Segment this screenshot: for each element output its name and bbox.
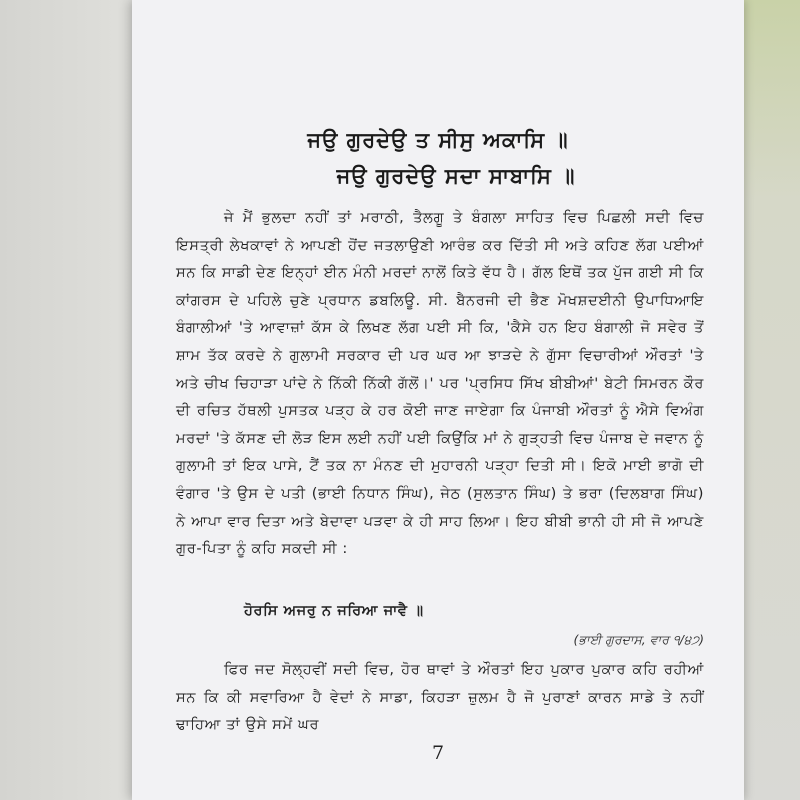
background-right bbox=[740, 0, 800, 800]
citation: (ਭਾਈ ਗੁਰਦਾਸ, ਵਾਰ ੧/੪੭) bbox=[573, 632, 704, 647]
page-number: 7 bbox=[431, 742, 445, 764]
paragraph-2: ਫਿਰ ਜਦ ਸੋਲ੍ਹਵੀਂ ਸਦੀ ਵਿਚ, ਹੋਰ ਥਾਵਾਂ ਤੇ ਔਰਤਾਂ ਇਹ ਪੁਕਾਰ ਪੁਕਾਰ ਕਹਿ ਰਹੀਆਂ ਸਨ ਕਿ ਕੀ ਸਵਾਰਿਆ ਹੈ ਵੇਦਾਂ ਨੇ ਸਾਡਾ, ਕਿਹੜਾ ਜ਼ੁਲਮ ਹੈ ਜੋ ਪੁਰਾਣਾਂ ਕਾਰਨ ਸਾਡੇ ਤੇ ਨਹੀਂ ਢਾਹਿਆ ਤਾਂ ਉਸੇ ਸਮੇਂ ਘਰ bbox=[176, 661, 704, 734]
verse-line-1: ਜਉ ਗੁਰਦੇਉ ਤ ਸੀਸੁ ਅਕਾਸਿ ॥ bbox=[307, 128, 569, 152]
background-left bbox=[0, 0, 140, 800]
verse-line-2: ਜਉ ਗੁਰਦੇਉ ਸਦਾ ਸਾਬਾਸਿ ॥ bbox=[336, 164, 576, 188]
book-page bbox=[132, 0, 744, 800]
paragraph-1: ਜੇ ਮੈਂ ਭੁਲਦਾ ਨਹੀਂ ਤਾਂ ਮਰਾਠੀ, ਤੈਲਗੂ ਤੇ ਬੰਗਲਾ ਸਾਹਿਤ ਵਿਚ ਪਿਛਲੀ ਸਦੀ ਵਿਚ ਇਸਤ੍ਰੀ ਲੇਖਕਾਵਾਂ ਨੇ ਆਪਣੀ ਹੋਂਦ ਜਤਲਾਉਣੀ ਆਰੰਭ ਕਰ ਦਿੱਤੀ ਸੀ ਅਤੇ ਕਹਿਣ ਲੱਗ ਪਈਆਂ ਸਨ ਕਿ ਸਾਡੀ ਦੇਣ ਇਨ੍ਹਾਂ ਈਨ ਮੰਨੀ ਮਰਦਾਂ ਨਾਲੋਂ ਕਿਤੇ ਵੱਧ ਹੈ। ਗੱਲ ਇਥੋਂ ਤਕ ਪੁੱਜ ਗਈ ਸੀ ਕਿ ਕਾਂਗਰਸ ਦੇ ਪਹਿਲੇ ਚੁਣੇ ਪ੍ਰਧਾਨ ਡਬਲਿਊ. ਸੀ. ਬੈਨਰਜੀ ਦੀ ਭੈਣ ਮੋਖਸ਼ਦਈਨੀ ਉਪਾਧਿਆਇ ਬੰਗਾਲੀਆਂ 'ਤੇ ਆਵਾਜ਼ਾਂ ਕੱਸ ਕੇ ਲਿਖਣ ਲੱਗ ਪਈ ਸੀ ਕਿ, 'ਕੈਸੇ ਹਨ ਇਹ ਬੰਗਾਲੀ ਜੋ ਸਵੇਰ ਤੋਂ ਸ਼ਾਮ ਤੱਕ ਕਰਦੇ ਨੇ ਗੁਲਾਮੀ ਸਰਕਾਰ ਦੀ ਪਰ ਘਰ ਆ ਝਾੜਦੇ ਨੇ ਗੁੱਸਾ ਵਿਚਾਰੀਆਂ ਔਰਤਾਂ 'ਤੇ ਅਤੇ ਚੀਖ ਚਿਹਾੜਾ ਪਾਂਦੇ ਨੇ ਨਿੱਕੀ ਨਿੱਕੀ ਗੱਲੋਂ।' ਪਰ 'ਪ੍ਰਸਿਧ ਸਿੱਖ ਬੀਬੀਆਂ' ਬੇਟੀ ਸਿਮਰਨ ਕੌਰ ਦੀ ਰਚਿਤ ਹੱਥਲੀ ਪੁਸਤਕ ਪੜ੍ਹ ਕੇ ਹਰ ਕੋਈ ਜਾਣ ਜਾਏਗਾ ਕਿ ਪੰਜਾਬੀ ਔਰਤਾਂ ਨੂੰ ਐਸੇ ਵਿਅੰਗ ਮਰਦਾਂ 'ਤੇ ਕੱਸਣ ਦੀ ਲੋੜ ਇਸ ਲਈ ਨਹੀਂ ਪਈ ਕਿਉਂਕਿ ਮਾਂ ਨੇ ਗੁੜ੍ਹਤੀ ਵਿਚ ਪੰਜਾਬ ਦੇ ਜਵਾਨ ਨੂੰ ਗੁਲਾਮੀ ਤਾਂ ਇਕ ਪਾਸੇ, ਟੈਂ ਤਕ ਨਾ ਮੰਨਣ ਦੀ ਮੁਹਾਰਨੀ ਪੜ੍ਹਾ ਦਿਤੀ ਸੀ। ਇਕੋ ਮਾਈ ਭਾਗੋ ਦੀ ਵੰਗਾਰ 'ਤੇ ਉਸ ਦੇ ਪਤੀ (ਭਾਈ ਨਿਧਾਨ ਸਿੰਘ), ਜੇਠ (ਸੁਲਤਾਨ ਸਿੰਘ) ਤੇ ਭਰਾ (ਦਿਲਬਾਗ ਸਿੰਘ) ਨੇ ਆਪਾ ਵਾਰ ਦਿਤਾ ਅਤੇ ਬੇਦਾਵਾ ਪੜਵਾ ਕੇ ਹੀ ਸਾਹ ਲਿਆ। ਇਹ ਬੀਬੀ ਭਾਨੀ ਹੀ ਸੀ ਜੋ ਆਪਣੇ ਗੁਰ-ਪਿਤਾ ਨੂੰ ਕਹਿ ਸਕਦੀ ਸੀ : bbox=[176, 209, 704, 558]
quote-line: ਹੋਰਸਿ ਅਜਰੁ ਨ ਜਰਿਆ ਜਾਵੈ ॥ bbox=[244, 603, 424, 619]
